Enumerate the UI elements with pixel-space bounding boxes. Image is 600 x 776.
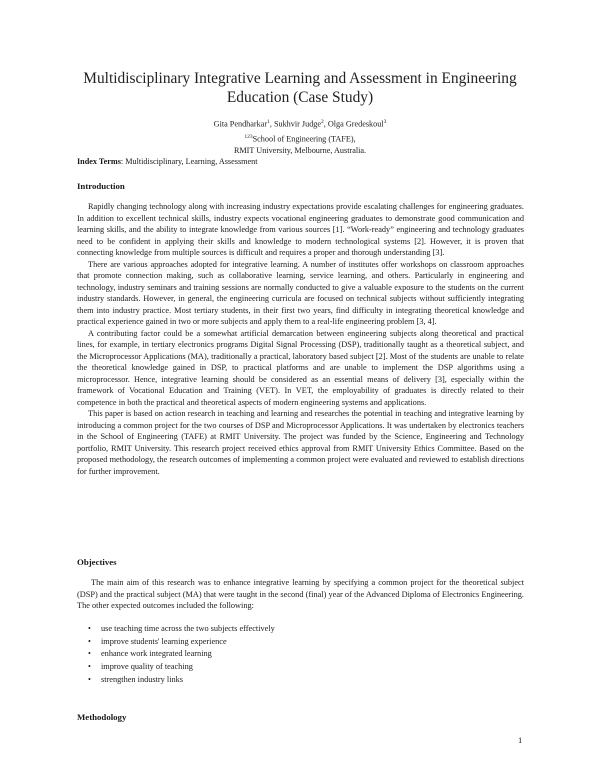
list-item-text: strengthen industry links (101, 674, 184, 684)
bullet-marker: • (88, 674, 91, 684)
author-2-name: Sukhvir Judge (273, 119, 322, 129)
author-line (100, 116, 500, 131)
author-2-sup: 2 (321, 119, 324, 125)
author-1-sup: 1 (267, 119, 270, 125)
bullet-marker: • (88, 662, 91, 672)
bullet-marker: • (88, 624, 91, 633)
index-terms-label: Index Terms (77, 157, 121, 166)
affiliation-line-2: RMIT University, Melbourne, Australia. (233, 146, 367, 156)
list-item (77, 674, 275, 687)
intro-paragraph: There are various approaches adopted for integrative learning. A number of institutes offer workshops on classroom approaches that promote connection making, such as collaborative learning, service learning, and others. Particularly in engineering and technology, industry seminars and training sessions are normally conducted to give a valuable exposure to the students on the current industry standards. However, in general, the engineering curricula are focused on technical subjects without sufficiently integrating them into industry practice. Most tertiary students, in their first two years, find difficulty in integrating theoretical knowledge and practical experience gained in two or more subjects and apply them to a real-life engineering problem [3, 4]. (77, 259, 524, 326)
affiliation-sup: 123 (244, 133, 253, 140)
affiliation-line-1 (100, 131, 500, 146)
list-item-text: improve quality of teaching (101, 662, 193, 672)
author-block (100, 116, 500, 157)
author-separator-2: , (323, 119, 328, 129)
methodology-heading: Methodology (77, 712, 127, 722)
list-item-text: enhance work integrated learning (101, 649, 212, 659)
intro-paragraph: A contributing factor could be a somewhat artificial demarcation between engineering subjects along theoretical and practical lines, for example, in tertiary electronics programs Digital Signal Processing (DSP), traditionally taught as a theoretical subject, and the Microprocessor Applications (MA), traditionally a practical, laboratory based subject [2]. Most of the students are unable to relate the theoretical knowledge gained in DSP, to practical platforms and are unable to implement the DSP algorithms using a microprocessor. Hence, integrative learning should be considered as an essential means of delivery [3], especially within the framework of Vocational Education and Training (VET). In VET, the employability of graduates is directly related to their competence in both the practical and theoretical aspects of modern engineering systems and applications. (77, 328, 524, 407)
author-1-name: Gita Pendharkar (213, 119, 268, 129)
list-item (77, 636, 275, 649)
bullet-marker: • (88, 649, 91, 659)
introduction-heading: Introduction (77, 181, 125, 191)
intro-paragraph: Rapidly changing technology along with increasing industry expectations provide escalating challenges for engineering graduates. In addition to excellent technical skills, industry expects vocational engineering graduates to demonstrate good communication and learning skills, and the ability to integrate knowledge from various sources [1]. “Work-ready” engineering and technology graduates need to be confident in applying their skills and knowledge to modern technological systems [2]. However, it is proven that connecting knowledge from multiple sources is difficult and requires a proper and thorough understanding [3]. (77, 202, 524, 257)
list-item-text: improve students' learning experience (101, 636, 227, 646)
objectives-body (77, 577, 524, 612)
list-item (77, 648, 275, 661)
objectives-list (77, 623, 275, 687)
bullet-marker: • (88, 636, 91, 646)
index-terms-text: : Multidisciplinary, Learning, Assessment (120, 157, 258, 166)
author-separator-1: , (269, 119, 274, 129)
list-item (77, 623, 275, 636)
page-number: 1 (518, 735, 523, 745)
paper-title: Multidisciplinary Integrative Learning and Assessment in Engineering Education (Case Study) (83, 70, 517, 106)
intro-paragraph: This paper is based on action research in teaching and learning and researches the potential in teaching and integrative learning by introducing a common project for the two courses of DSP and Microprocessor Applications. It was undertaken by electronics teachers in the School of Engineering (TAFE) at RMIT University. The project was funded by the Science, Engineering and Technology portfolio, RMIT University. This research project received ethics approval from RMIT University Ethics Committee. Based on the proposed methodology, the research outcomes of implementing a common project were evaluated and reviewed to establish directions for further improvement. (77, 409, 524, 476)
author-3-sup: 3 (383, 119, 387, 125)
introduction-body (77, 201, 524, 477)
index-terms (77, 157, 258, 166)
list-item-text: use teaching time across the two subjects effectively (101, 624, 275, 633)
objectives-paragraph: The main aim of this research was to enhance integrative learning by specifying a common project for the theoretical subject (DSP) and the practical subject (MA) that were taught in the second (final) year of the Advanced Diploma of Electronics Engineering. The other expected outcomes included the following: (77, 578, 524, 610)
list-item (77, 661, 275, 674)
author-3-name: Olga Gredeskoul (327, 119, 384, 129)
affiliation-school: School of Engineering (TAFE), (252, 134, 356, 144)
objectives-heading: Objectives (77, 557, 117, 567)
